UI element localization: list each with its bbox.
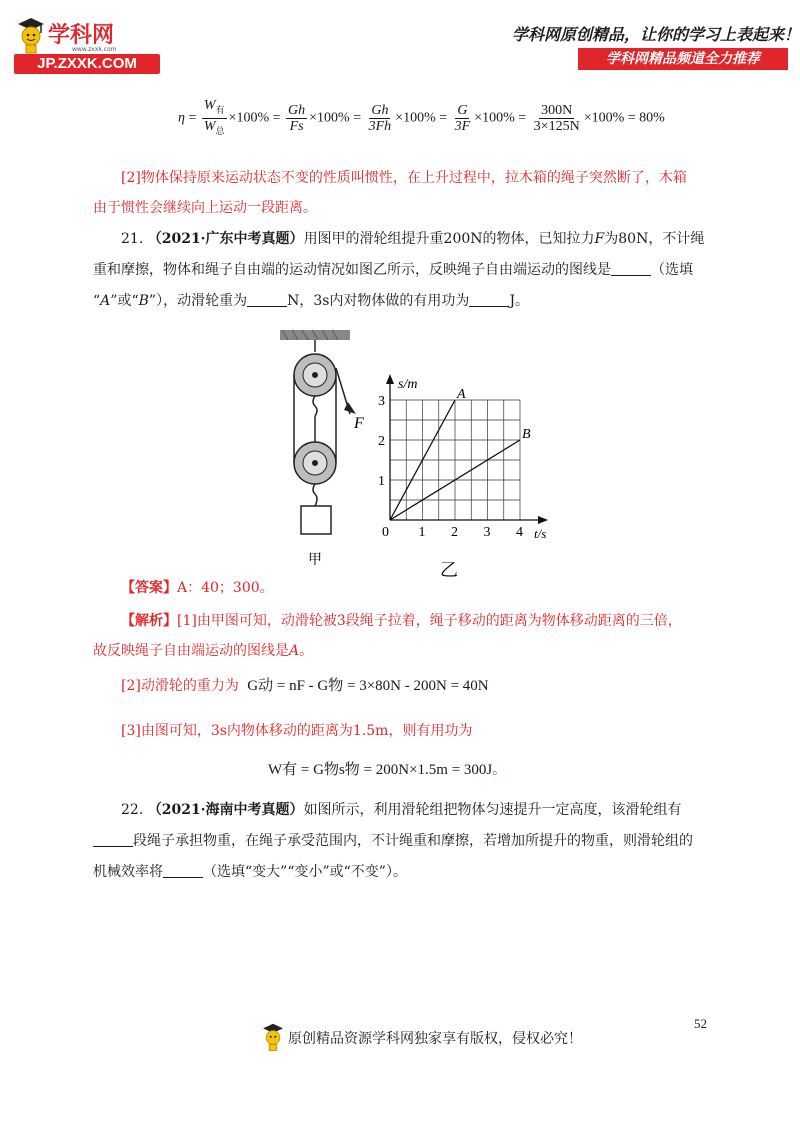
formula-useful-work: W有 = G物s物 = 200N×1.5m = 300J bbox=[268, 762, 493, 778]
fraction-1: $\frac{Gh}{Fs}$ bbox=[288, 102, 306, 134]
chart-ticks bbox=[378, 394, 523, 540]
footer-copyright: 原创精品资源学科网独家享有版权，侵权必究！ bbox=[288, 1031, 582, 1047]
chart-ylabel: s/m bbox=[398, 377, 418, 392]
force-label: F bbox=[354, 415, 364, 432]
answer-20-line2: 由于惯性会继续向上运动一段距离。 bbox=[93, 200, 317, 216]
logo-small: www.zxxk.com bbox=[72, 46, 117, 53]
question-22-line3: 机械效率将 （选填“变大”“变小”或“不变”）。 bbox=[93, 864, 407, 880]
logo-url: JP.ZXXK.COM bbox=[14, 54, 160, 74]
logo-text: 学科网 bbox=[48, 23, 115, 48]
formula-pulley-weight: G动 = nF - G物 = 3×80N - 200N = 40N bbox=[247, 678, 489, 694]
answer-blank[interactable] bbox=[611, 262, 651, 276]
footer-mascot-icon bbox=[260, 1020, 286, 1052]
x-tick-label: 3 bbox=[483, 525, 491, 540]
footer bbox=[0, 1010, 800, 1070]
x-tick-label: 4 bbox=[516, 525, 523, 540]
pulley-figure bbox=[272, 328, 372, 568]
analysis-part3-formula: W有 = G物s物 = 200N×1.5m = 300J。 bbox=[268, 762, 507, 778]
answer-tag: 【答案】 bbox=[121, 580, 177, 596]
x-axis-arrow bbox=[538, 516, 548, 524]
answer-text: A：40；300。 bbox=[177, 580, 274, 596]
analysis-line2: 故反映绳子自由端运动的图线是A。 bbox=[93, 643, 314, 659]
analysis-line1: 【解析】[1]由甲图可知，动滑轮被3段绳子拉着，绳子移动的距离为物体移动距离的三倍， bbox=[121, 613, 682, 629]
chart-yi bbox=[372, 352, 562, 592]
y-tick-label: 1 bbox=[378, 474, 385, 489]
question-source: （2021·广东中考真题） bbox=[147, 231, 304, 247]
chart-xlabel: t/s bbox=[534, 526, 547, 541]
eta-symbol: η bbox=[178, 110, 185, 126]
question-22-line2: 段绳子承担物重，在绳子承受范围内，不计绳重和摩擦，若增加所提升的物重，则滑轮组的 bbox=[93, 831, 693, 851]
efficiency-formula: η = $\frac{W_有}{W_总}$ ×100% = $\frac{Gh}{Fs}$ ×100% = $\frac{Gh}{3Fh}$ ×100% = $\frac{G}{3F}$ ×100% = $\frac{300N}{3\times 125N}$ ×100% = 80% bbox=[178, 98, 665, 139]
header bbox=[0, 0, 800, 80]
header-slogan: 学科网原创精品，让你的学习上表起来！ bbox=[512, 25, 800, 44]
fraction-w: $\frac{W_有}{W_总}$ bbox=[203, 98, 225, 136]
y-tick-label: 2 bbox=[378, 434, 385, 449]
fraction-4: $\frac{300N}{3\times 125N}$ bbox=[533, 102, 580, 134]
y-tick-label: 3 bbox=[378, 394, 385, 409]
page-number: 52 bbox=[694, 1016, 707, 1031]
analysis-part2: [2]动滑轮的重力为 G动 = nF - G物 = 3×80N - 200N = 40N bbox=[121, 678, 489, 694]
x-tick-label: 2 bbox=[451, 525, 458, 540]
fraction-2: $\frac{Gh}{3Fh}$ bbox=[368, 102, 392, 134]
question-21-line1: 21. （2021·广东中考真题）用图甲的滑轮组提升重200N的物体，已知拉力F为80N，不计绳 bbox=[121, 231, 705, 247]
chart-figure-label: 乙 bbox=[440, 560, 458, 581]
question-21-line2: 重和摩擦，物体和绳子自由端的运动情况如图乙所示，反映绳子自由端运动的图线是 （选填 bbox=[93, 262, 693, 278]
y-axis-arrow bbox=[386, 374, 394, 384]
answer-blank[interactable] bbox=[93, 833, 133, 847]
answer-20-line1: [2]物体保持原来运动状态不变的性质叫惯性，在上升过程中，拉木箱的绳子突然断了，木箱 bbox=[121, 170, 687, 186]
chart-grid bbox=[390, 400, 520, 520]
header-channel: 学科网精品频道全力推荐 bbox=[578, 48, 788, 70]
logo bbox=[14, 14, 164, 74]
mascot-icon bbox=[14, 14, 48, 54]
question-source: （2021·海南中考真题） bbox=[147, 802, 304, 818]
series-label-B: B bbox=[522, 427, 531, 442]
analysis-part3: [3]由图可知，3s内物体移动的距离为1.5m，则有用功为 bbox=[121, 723, 473, 739]
question-number: 21. bbox=[121, 231, 144, 247]
question-number: 22. bbox=[121, 802, 144, 818]
fraction-3: $\frac{G}{3F}$ bbox=[454, 102, 471, 134]
answer-blank[interactable] bbox=[247, 293, 287, 307]
x-tick-label: 0 bbox=[382, 525, 389, 540]
answer-blank[interactable] bbox=[163, 864, 203, 878]
efficiency-result: 80% bbox=[639, 110, 665, 126]
load-block bbox=[301, 506, 331, 534]
answer-blank[interactable] bbox=[469, 293, 509, 307]
question-21-line3: “A”或“B”），动滑轮重为 N，3s内对物体做的有用功为 J。 bbox=[93, 293, 530, 309]
chart-axes bbox=[386, 374, 548, 524]
question-22-line1: 22. （2021·海南中考真题）如图所示，利用滑轮组把物体匀速提升一定高度，该滑轮组有 bbox=[121, 802, 682, 818]
x-tick-label: 1 bbox=[418, 525, 426, 540]
analysis-tag: 【解析】 bbox=[121, 613, 177, 629]
series-label-A: A bbox=[457, 387, 466, 402]
answer-21-line bbox=[121, 578, 274, 598]
figure-jia-label: 甲 bbox=[308, 552, 322, 568]
